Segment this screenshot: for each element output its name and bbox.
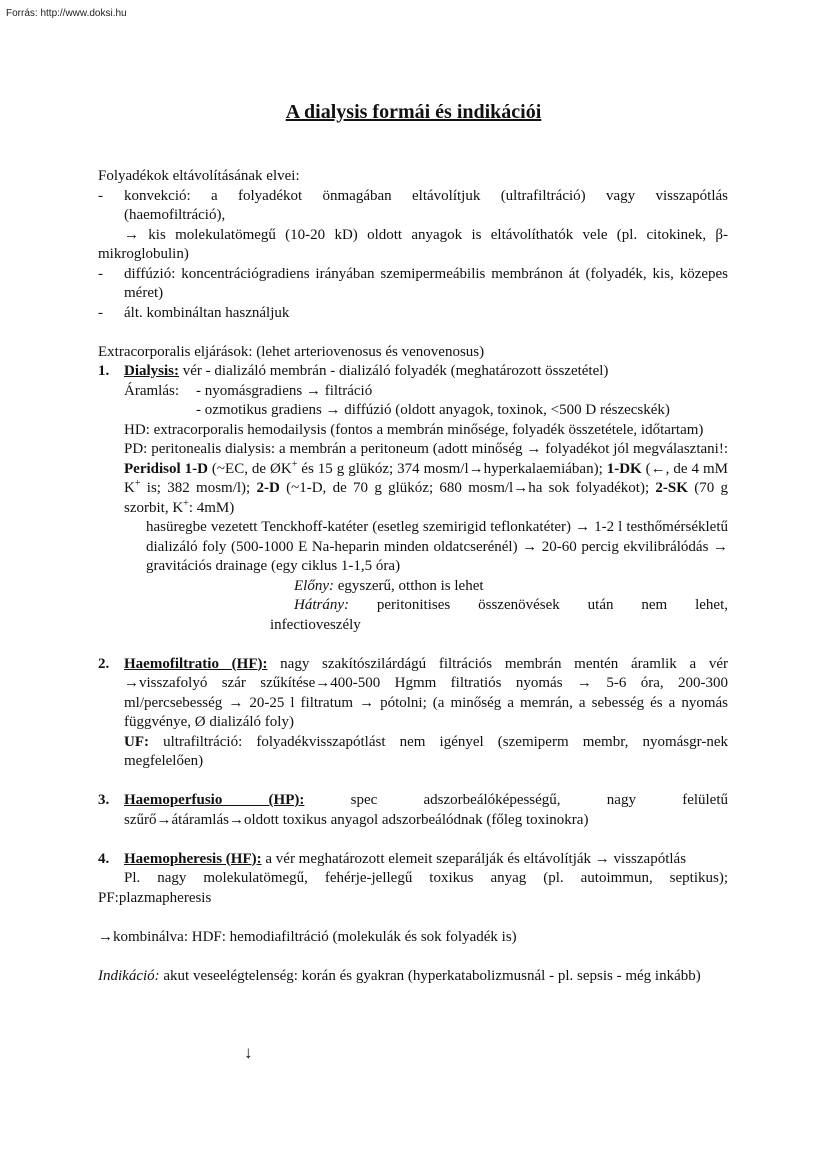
disadvantage-line <box>270 596 728 616</box>
principle-item-combined <box>98 304 728 324</box>
combined-text: ált. kombináltan használjuk <box>124 304 290 321</box>
bullet-dash: - <box>98 187 103 204</box>
2d-name: 2-D <box>256 480 280 496</box>
combined-hdf-text: →kombinálva: HDF: hemodiafiltráció (molekulák és sok folyadék is) <box>98 928 517 945</box>
page-title: A dialysis formái és indikációi <box>285 101 542 123</box>
pd-text: PD: peritonealis dialysis: a membrán a peritoneum (adott minőség → folyadékot jól megválasztani!: Peridisol 1-D (~EC, de ØK+ és 15 g glükóz; 374 mosm/l→hyperkalaemiában); 1-DK (←, de 4 mM K+ is; 382 mosm/l); 2-D (~1-D, de 70 g glükóz; 680 mosm/l→ha sok folyadékot); 2-SK (70 g szorbit, K+: 4mM) <box>124 441 729 516</box>
disadvantage-text-2: infectioveszély <box>270 616 361 633</box>
item-dialysis <box>98 362 728 382</box>
bullet-dash: - <box>98 304 103 321</box>
source-line: Forrás: http://www.doksi.hu <box>6 8 127 19</box>
peridisol-name: Peridisol 1-D <box>124 460 208 477</box>
flow-row <box>98 382 728 402</box>
item-number: 1. <box>98 363 110 379</box>
hd-text: HD: extracorporalis hemodailysis (fontos a membrán minősége, folyadék összetétele, időtartam) <box>124 421 704 438</box>
uf-label: UF: <box>124 733 149 750</box>
item-number: 4. <box>98 850 110 867</box>
uf-text: UF: ultrafiltráció: folyadékvisszapótlást nem igényel (szemiperm membr, nyomásgr-nek megfelelően) <box>124 733 728 769</box>
1dk-name: 1-DK <box>606 460 642 477</box>
document-body <box>98 167 728 986</box>
item-haemoperfusio <box>98 791 728 830</box>
item-haemopheresis <box>98 850 728 870</box>
convection-note-cont: mikroglobulin) <box>98 246 189 262</box>
extracorporal-heading: Extracorporalis eljárások: (lehet arteriovenosus és venovenosus) <box>98 343 485 360</box>
indication-text: Indikáció: akut veseelégtelenség: korán és gyakran (hyperkatabolizmusnál - pl. sepsis - még inkább) <box>98 967 701 984</box>
haemopheresis-text: a vér meghatározott elemeit szeparálják és eltávolítják → visszapótlás <box>261 850 687 867</box>
haemoperfusio-line-1: Haemoperfusio (HP): spec adszorbeálóképességű, nagy felületű <box>124 792 729 808</box>
principles-heading: Folyadékok eltávolításának elvei: <box>98 168 300 184</box>
convection-note: → kis molekulatömegű (10-20 kD) oldott anyagok is eltávolíthatók vele (pl. citokinek, β- <box>124 226 728 243</box>
disadvantage-block <box>98 596 728 635</box>
dialysis-text: vér - dializáló membrán - dializáló folyadék (meghatározott összetétel) <box>179 363 609 379</box>
flow-label: Áramlás: <box>124 382 179 399</box>
haemoperfusio-name: Haemoperfusio (HP): <box>124 792 305 808</box>
haemofiltratio-text: nagy szakítószilárdágú filtrációs membrán mentén áramlik a vér →visszafolyó szár szűkítése→400-500 Hgmm filtratiós nyomás → 5-6 óra, 200-300 ml/percsebesség → 20-25 l filtratum → pótolni; (a minőség a memrán, a sebesség és a nyomás függvénye, Ø dializáló foly) <box>124 655 728 730</box>
bullet-dash: - <box>98 265 103 282</box>
principle-item-diffusion <box>98 265 728 304</box>
advantage-text: egyszerű, otthon is lehet <box>333 577 484 594</box>
tenckhoff-text: hasüregbe vezetett Tenckhoff-katéter (esetleg szemirigid teflonkatéter) → 1-2 l testhőmérsékletű dializáló foly (500-1000 E Na-heparin minden oldatcserénél) → 20-60 percig ekvilibrálódás → gravitációs drainage (egy ciklus 1-1,5 óra) <box>146 519 728 574</box>
haemofiltratio-name: Haemofiltratio (HF): <box>124 655 268 672</box>
flow-item-1: - nyomásgradiens → filtráció <box>196 382 373 399</box>
disadvantage-label: Hátrány: <box>294 597 349 613</box>
item-number: 3. <box>98 792 110 808</box>
item-number: 2. <box>98 655 110 672</box>
advantage-label: Előny: <box>294 577 334 594</box>
advantage-line <box>98 577 728 597</box>
haemoperfusio-line-2: szűrő→átáramlás→oldott toxikus anyagol adszorbeálódnak (főleg toxinokra) <box>124 811 589 828</box>
2sk-name: 2-SK <box>655 480 688 496</box>
flow-item-2: - ozmotikus gradiens → diffúzió (oldott anyagok, toxinok, <500 D részecskék) <box>196 402 670 418</box>
item-haemofiltratio <box>98 655 728 733</box>
disadvantage-text: peritonitises összenövések után nem lehet, <box>349 597 728 613</box>
down-arrow-icon: ↓ <box>244 1043 253 1062</box>
haemopheresis-name: Haemopheresis (HF): <box>124 850 262 867</box>
indication-label: Indikáció: <box>98 967 160 984</box>
convection-line-2: (haemofiltráció), <box>124 207 226 223</box>
plasmapheresis-text: PF:plazmapheresis <box>98 889 212 906</box>
convection-line-1: konvekció: a folyadékot önmagában eltávolítjuk (ultrafiltráció) vagy visszapótlás <box>124 187 728 204</box>
dialysis-name: Dialysis: <box>124 363 180 379</box>
principle-item-convection <box>98 187 728 226</box>
diffusion-text: diffúzió: koncentrációgradiens irányában szemipermeábilis membránon át (folyadék, kis, közepes méret) <box>124 265 728 301</box>
haemopheresis-example: Pl. nagy molekulatömegű, fehérje-jellegű toxikus anyag (pl. autoimmun, septikus); <box>124 870 728 886</box>
